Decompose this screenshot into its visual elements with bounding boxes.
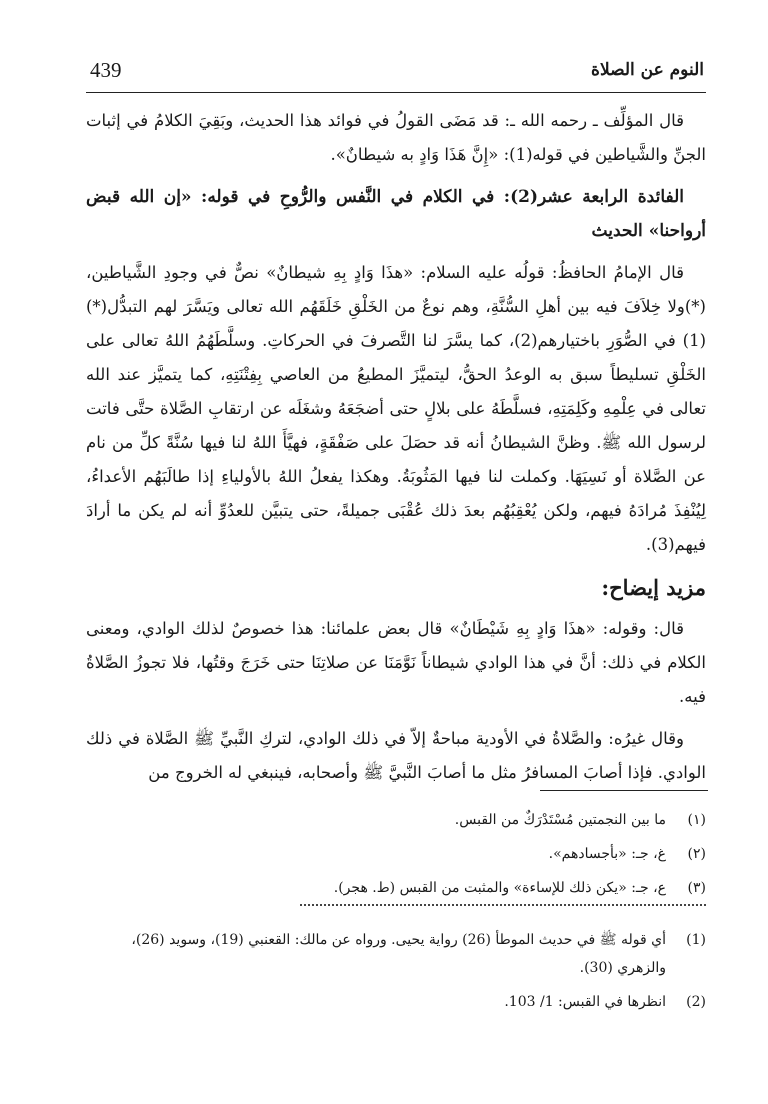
footnote [86,926,706,982]
dotted-separator [300,904,706,906]
footnote-text: أي قوله ﷺ في حديث الموطأ (26) رواية يحيى. ورواه عن مالك: القعنبي (19)، وسويد (26)، والزهري (30). [131,932,666,976]
page-number: 439 [90,58,122,82]
footnote-number: (٣) [687,880,706,896]
footnote [86,874,706,902]
footnote [86,988,706,1016]
footnote [86,840,706,868]
paragraph-intro: قال المؤلِّف ـ رحمه الله ـ: قد مَضَى القولُ في فوائد هذا الحديث، وبَقِيَ الكلامُ في إثبات الجنِّ والشَّياطين في قوله(1): «إِنَّ هَذَا وَادٍ به شيطانٌ». [86,111,706,164]
running-title: النوم عن الصلاة [591,60,704,80]
footnote-divider [540,790,708,791]
footnote-text: غ، جـ: «بأجسادهم». [548,846,666,862]
paragraph-explanation: قال: وقوله: «هذَا وَادٍ بِهِ شَيْطَانٌ» قال بعض علمائنا: هذا خصوصٌ لذلك الوادي، ومعنى الكلام في ذلك: أنَّ في هذا الوادي شيطاناً نَوَّمَنَا عن صلاتِنَا حتى خَرَجَ وقتُها، فلا تجوزُ الصَّلاةُ فيه. [86,619,706,706]
footnotes-reference [86,926,706,1022]
footnote-number: (٢) [687,846,706,862]
footnote-number: (2) [686,994,706,1010]
footnote [86,806,706,834]
page-header [86,58,706,93]
benefit-heading: الفائدة الرابعة عشر(2): في الكلام في النَّفس والرُّوحِ في قوله: «إن الله قبض أرواحنا» الحديث [86,187,706,241]
footnote-text: ما بين النجمتين مُسْتَدْرَكٌ من القبس. [454,812,666,828]
main-text [86,104,706,798]
paragraph-hafiz: قال الإمامُ الحافظُ: قولُه عليه السلام: «هذَا وَادٍ بِهِ شيطانٌ» نصٌّ في وجودِ الشَّياطين،(*)ولا خِلاَفَ فيه بين أهلِ السُّنَّةِ، وهم نوعٌ من الخَلْقِ خَلَقَهُم الله تعالى ويَسَّرَ لهم التبدُّل(*)(1) في الصُّوَرِ باختيارهم(2)، كما يسَّرَ لنا التَّصرفَ في الحركاتِ. وسلَّطَهُمُ اللهُ تعالى على الخَلْقِ تسليطاً سبق به الوعدُ الحقُّ، ليتميَّزَ المطيعُ من العاصي بِفِتْنَتِهِ، كما يتميَّز عند الله تعالى في عِلْمِهِ وكَلِمَتِهِ، فسلَّطَهُ على بلالٍ حتى أضجَعَهُ وشغَلَه عن ارتقابِ الصَّلاة حتَّى فاتت لرسول الله ﷺ. وظنَّ الشيطانُ أنه قد حصَلَ على صَفْقَةٍ، فهيَّأَ اللهُ لنا فيها سُنَّةً كلِّ من نام عن الصَّلاة أو نَسِيَهَا. وكملت لنا فيها المَثُوبَةُ. وهكذا يفعلُ اللهُ بالأولياءِ إذا طالَبَهُم الأعداءُ، لِيُنْفِذَ مُرادَهُ فيهم، ولكن يُعْقِبُهُم بعدَ ذلك عُقْبَى جميلةً، حتى يتبيَّن للعدُوِّ أنه لم يكن ما أرادَ فيهم(3). [86,263,706,554]
footnote-number: (١) [687,812,706,828]
footnotes-editor [86,806,706,908]
footnote-text: انظرها في القبس: 1/ 103. [504,994,666,1010]
paragraph-others: وقال غيرُه: والصَّلاةُ في الأودية مباحةٌ إلاّ في ذلك الوادي، لتركِ النَّبيِّ ﷺ الصَّلاة في ذلك الوادي. فإذا أصابَ المسافرُ مثل ما أصابَ النَّبيَّ ﷺ وأصحابه، فينبغي له الخروج من [86,729,706,782]
footnote-text: ع، جـ: «يكن ذلك للإساءة» والمثبت من القبس (ط. هجر). [333,880,666,896]
footnote-number: (1) [686,932,706,948]
section-title: مزيد إيضاح: [601,575,706,600]
